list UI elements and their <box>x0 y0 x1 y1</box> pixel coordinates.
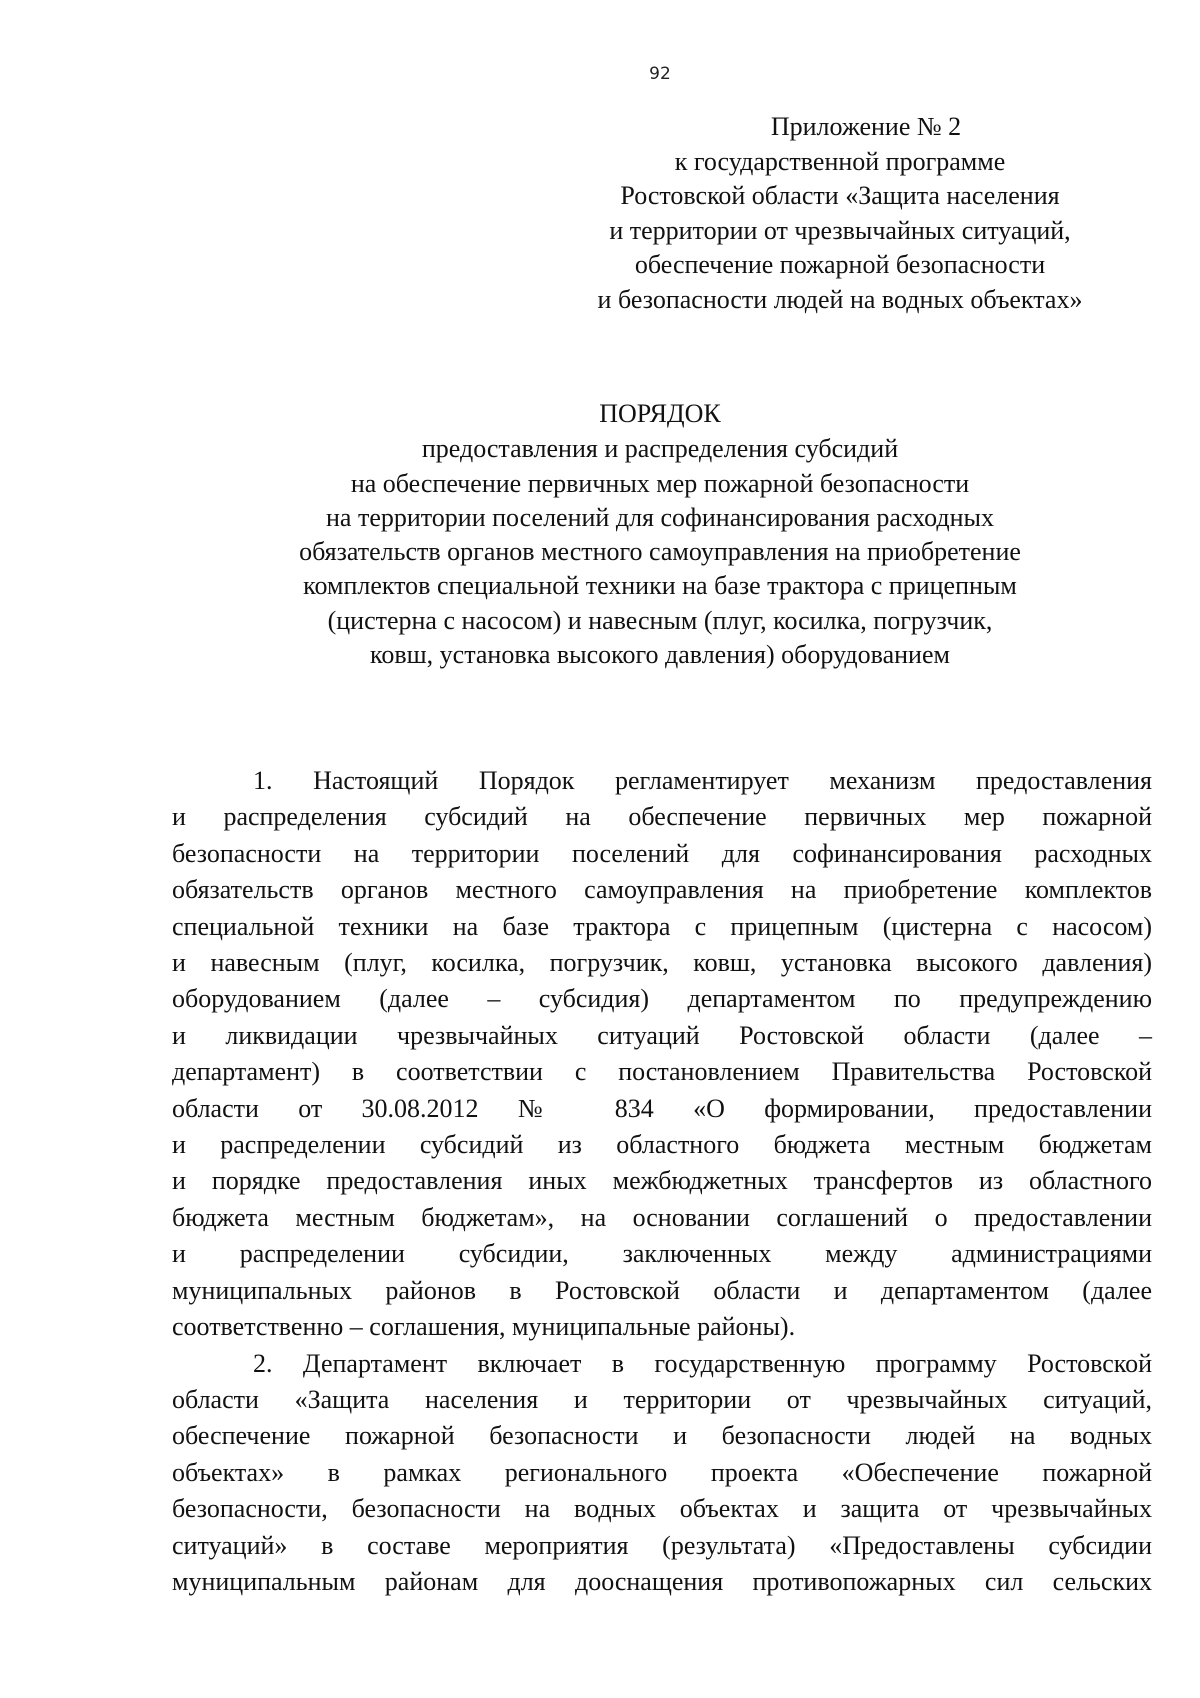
paragraph-line: соответственно – соглашения, муниципальные районы). <box>172 1312 796 1342</box>
paragraph-line: и ликвидации чрезвычайных ситуаций Ростовской области (далее – <box>172 1020 1152 1050</box>
appendix-line: Ростовской области «Защита населения <box>620 181 1060 210</box>
appendix-line: Приложение № 2 <box>770 112 962 141</box>
paragraph-1 <box>172 763 1152 1346</box>
title-heading: ПОРЯДОК <box>599 399 721 428</box>
paragraph-line: специальной техники на базе трактора с прицепным (цистерна с насосом) <box>172 911 1152 941</box>
paragraph-line: оборудованием (далее – субсидия) департаментом по предупреждению <box>172 984 1152 1014</box>
paragraph-line: муниципальным районам для дооснащения противопожарных сил сельских <box>172 1566 1152 1596</box>
title-line: на обеспечение первичных мер пожарной безопасности <box>350 468 970 498</box>
title-line: на территории поселений для софинансирования расходных <box>326 502 994 532</box>
page-number: 92 <box>649 64 671 84</box>
paragraph-line: 1. Настоящий Порядок регламентирует механизм предоставления <box>253 766 1152 795</box>
paragraph-line: обеспечение пожарной безопасности и безопасности людей на водных <box>172 1421 1152 1451</box>
appendix-header <box>560 110 1120 317</box>
paragraph-line: бюджета местным бюджетам», на основании соглашений о предоставлении <box>172 1202 1152 1232</box>
appendix-line: к государственной программе <box>674 146 1006 176</box>
paragraph-line: обязательств органов местного самоуправления на приобретение комплектов <box>172 875 1152 905</box>
appendix-line: и безопасности людей на водных объектах» <box>597 284 1083 314</box>
appendix-line: и территории от чрезвычайных ситуаций, <box>609 215 1071 245</box>
paragraph-line: и навесным (плуг, косилка, погрузчик, ковш, установка высокого давления) <box>172 948 1152 978</box>
paragraph-line: муниципальных районов в Ростовской области и департаментом (далее <box>172 1275 1152 1305</box>
title-line: предоставления и распределения субсидий <box>421 434 899 464</box>
paragraph-line: и порядке предоставления иных межбюджетных трансфертов из областного <box>172 1166 1152 1196</box>
title-line: (цистерна с насосом) и навесным (плуг, косилка, погрузчик, <box>327 605 993 635</box>
title-line: комплектов специальной техники на базе трактора с прицепным <box>303 571 1017 601</box>
paragraph-line: объектах» в рамках регионального проекта «Обеспечение пожарной <box>172 1457 1152 1487</box>
title-line: ковш, установка высокого давления) оборудованием <box>370 640 950 670</box>
paragraph-line: и распределения субсидий на обеспечение первичных мер пожарной <box>172 802 1152 832</box>
appendix-line: обеспечение пожарной безопасности <box>634 250 1046 279</box>
paragraph-line: безопасности на территории поселений для софинансирования расходных <box>172 838 1152 868</box>
paragraph-line: и распределении субсидии, заключенных между администрациями <box>172 1239 1152 1269</box>
document-body <box>172 763 1152 1600</box>
paragraph-line: безопасности, безопасности на водных объектах и защита от чрезвычайных <box>172 1494 1152 1524</box>
paragraph-line: и распределении субсидий из областного бюджета местным бюджетам <box>172 1130 1152 1160</box>
paragraph-line: департамент) в соответствии с постановлением Правительства Ростовской <box>172 1057 1152 1087</box>
paragraph-line: области «Защита населения и территории от чрезвычайных ситуаций, <box>172 1384 1152 1414</box>
paragraph-line: ситуаций» в составе мероприятия (результата) «Предоставлены субсидии <box>172 1530 1152 1560</box>
paragraph-line: области от 30.08.2012 № 834 «О формировании, предоставлении <box>172 1093 1152 1123</box>
paragraph-line: 2. Департамент включает в государственную программу Ростовской <box>253 1348 1152 1378</box>
title-line: обязательств органов местного самоуправления на приобретение <box>299 537 1021 567</box>
document-title <box>200 397 1120 672</box>
paragraph-2 <box>172 1346 1152 1601</box>
